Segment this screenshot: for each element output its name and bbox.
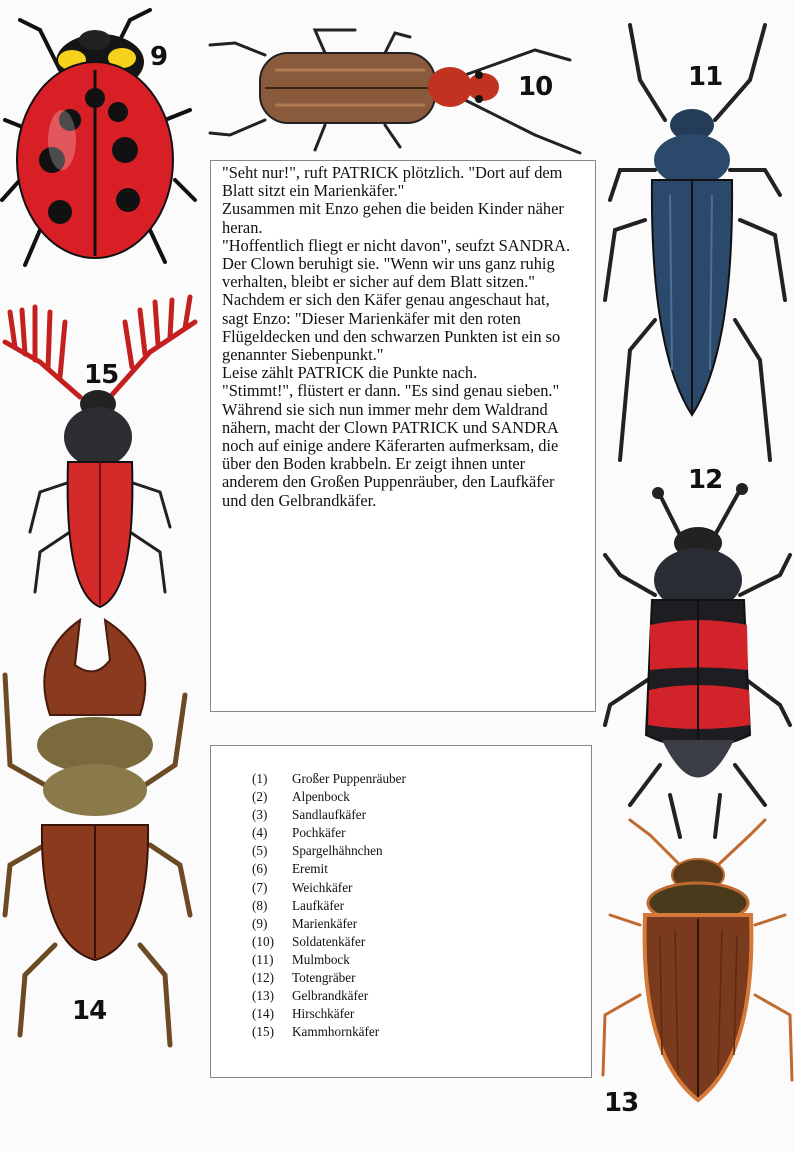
legend-item: (4) Pochkäfer [252,825,346,841]
legend-item: (9) Marienkäfer [252,915,358,931]
legend-item: (1) Großer Puppenräuber [252,771,406,786]
beetle-number-12: 12 [688,465,723,495]
legend-item: (11) Mulmbock [252,951,350,967]
legend-item: (5) Spargelhähnchen [252,843,383,859]
ladybird-illustration [0,0,200,270]
story-paragraph: "Hoffentlich fliegt er nicht davon", seufzt SANDRA. [222,235,571,255]
legend-item: (3) Sandlaufkäfer [252,807,366,823]
beetle-number-10: 10 [518,72,553,102]
burying-beetle-illustration [600,475,794,840]
story-paragraph: "Seht nur!", ruft PATRICK plötzlich. "Dort auf dem Blatt sitzt ein Marienkäfer." [222,163,563,201]
legend-item: (13) Gelbrandkäfer [252,988,369,1004]
story-paragraph: "Stimmt!", flüstert er dann. "Es sind genau sieben." [222,381,560,401]
diving-beetle-illustration [600,815,794,1115]
legend-item: (6) Eremit [252,861,328,877]
beetle-legend-list [252,770,406,1041]
beetle-number-14: 14 [72,996,107,1026]
beetle-number-9: 9 [150,42,168,72]
story-paragraph: Der Clown beruhigt sie. "Wenn wir uns ganz ruhig verhalten, bleibt er sicher auf dem Blatt sitzen." Nachdem er sich den Käfer genau angeschaut hat, sagt Enzo: "Dieser Marienkäfer mit den roten Flügeldecken und den schwarzen Punkten ist ein so genannter Siebenpunkt." [222,254,561,365]
legend-item: (7) Weichkäfer [252,879,353,895]
legend-item: (8) Laufkäfer [252,897,344,913]
story-paragraph: Zusammen mit Enzo gehen die beiden Kinder näher heran. [222,199,564,237]
beetle-number-11: 11 [688,62,723,92]
beetle-number-15: 15 [84,360,119,390]
legend-item: (12) Totengräber [252,970,356,986]
legend-item: (14) Hirschkäfer [252,1006,355,1022]
beetle-number-13: 13 [604,1088,639,1118]
story-paragraph: Während sie sich nun immer mehr dem Waldrand nähern, macht der Clown PATRICK und SANDRA noch auf einige andere Käferarten aufmerksam, die über den Boden krabbeln. Er zeigt ihnen unter anderem den Großen Puppenräuber, den Laufkäfer und den Gelbrandkäfer. [222,399,559,510]
legend-item: (15) Kammhornkäfer [252,1024,380,1040]
comb-horn-beetle-illustration [0,292,200,612]
story-paragraph: Leise zählt PATRICK die Punkte nach. [222,363,478,383]
legend-item: (10) Soldatenkäfer [252,933,366,949]
legend-item: (2) Alpenbock [252,789,350,805]
story-text [222,164,578,510]
